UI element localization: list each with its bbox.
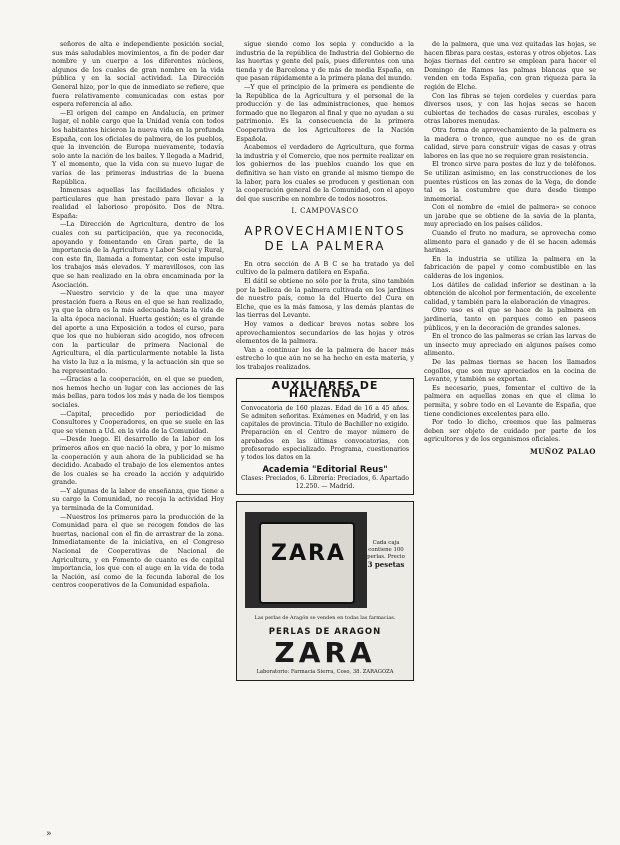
- right-paragraph: En la industria se utiliza la palmera en la fabricación de papel y como combustible en las calderas de los ingenios.: [424, 254, 596, 281]
- footer-mark: »: [46, 829, 52, 839]
- middle-paragraph: Acabemos el verdadero de Agricultura, que forma la industria y el Comercio, que nos permite realizar en los gobiernos de las pueblos cuando los que en definitiva se han visto en grande al mismo tiempo de la labor, para los cuales se producen y gestionan con la cooperación general de la Comunidad, con el apoyo del que suscribe en nombre de todos nosotros.: [236, 143, 414, 203]
- ad-footer-address: Laboratorio: Farmacia Sierra, Coso, 38. ZARAGOZA: [256, 669, 394, 676]
- auxiliares-hacienda-ad: [236, 378, 414, 495]
- right-paragraph: Otra forma de aprovechamiento de la palmera es la madera o tronco, que aunque no es de gran calidad, sirve para construir vigas de casas y otras labores en las que no se requiere gran resistencia.: [424, 125, 596, 160]
- article-headline: APROVECHAMIENTOS DE LA PALMERA: [244, 223, 406, 253]
- right-paragraph: Por todo lo dicho, creemos que las palmeras deben ser objeto de cuidado por parte de los agricultores y de los organismos oficiales.: [424, 418, 596, 444]
- ad-caption: Las perlas de Aragón se venden en todas las farmacias.: [254, 614, 396, 621]
- article-signature: I. CAMPOVASCO: [291, 207, 359, 216]
- article-paragraph: El dátil se obtiene no sólo por la fruta, sino también por la belleza de la palmera cultivada en los jardines de nuestro país, como la del Huerto del Cura en Elche, que es la más famosa, y las demás plantas de las tierras del Levante.: [236, 277, 414, 320]
- left-column: [52, 40, 224, 590]
- right-paragraph: Los dátiles de calidad inferior se destinan a la obtención de alcohol por fermentación, de excelente calidad, y también para la elaboración de vinagres.: [424, 280, 596, 306]
- left-paragraph: Inmensas aquellas las facilidades oficiales y particulares que han prestado para llevar a la realidad el laborioso propósito. Dos de Ntra. España:: [52, 186, 224, 220]
- right-paragraph: Con el nombre de «miel de palmera» se conoce un jarabe que se obtiene de la savia de la planta, muy apreciado en los países cálidos.: [424, 203, 596, 229]
- middle-paragraph: —Y que el principio de la primera es pendiente de la República de la Agricultura y el personal de la producción y de las administraciones, que hemos formado que no llegaron al final y que no ayudan a su patrimonio. Es la consecuencia de la primera Cooperativa de los Agricultores de la Nación Española.: [236, 82, 414, 143]
- left-paragraph: señores de alta e independiente posición social, sus más saludables movimientos, a fin de poder dar nombre y un cuerpo a los diferentes núcleos, algunos de los cuales de gran nombre en la vida pública y en la social actividad. La Dirección General hizo, por lo que de inmediato se refiere, que fuera relativamente comunicadas con estas por espera referencia al año.: [52, 40, 224, 109]
- right-paragraph: De las palmas tiernas se hacen los llamados cogollos, que son muy apreciados en la cocina de Levante, y también se exportan.: [424, 357, 596, 384]
- article-paragraph: Van a continuar los de la palmera de hacer más estrecho lo que aún no se ha hecho en esta materia, y los trabajos realizados.: [236, 345, 414, 371]
- left-paragraph: —Desde luego. El desarrollo de la labor en los primeros años en que nació la obra, y por lo mismo la cooperación y aun ahora de la publicidad se ha decidido. Acabado el trabajo de los elementos antes de los cuales se ha creado la acción y adquirido grande.: [52, 435, 224, 487]
- ad-side-text: [365, 540, 407, 568]
- right-paragraph: Otro uso es el que se hace de la palmera en jardinería, tanto en parques como en paseos públicos, y en la decoración de grandes salones.: [424, 306, 596, 332]
- article-paragraph: En otra sección de A B C se ha tratado ya del cultivo de la palmera datilera en España.: [236, 259, 414, 277]
- jar-icon: [259, 522, 355, 604]
- ad-address: Clases: Preciados, 6. Librería: Preciados, 6. Apartado 12.250. — Madrid.: [241, 474, 409, 490]
- article-paragraph: Hoy vamos a dedicar breves notas sobre los aprovechamientos secundarios de las hojas y otros elementos de la palmera.: [236, 320, 414, 346]
- zara-pearls-ad: [236, 501, 414, 681]
- left-paragraph: —Capital, precedido por periodicidad de Consultores y Cooperadores, en que se suele en las que se vienen a Ud. en la vida de la Comunidad.: [52, 409, 224, 435]
- right-paragraph: Es necesario, pues, fomentar el cultivo de la palmera en aquellas zonas en que el clima lo permita, y sobre todo en el Levante de España, que tiene condiciones excelentes para ello.: [424, 383, 596, 418]
- left-paragraph: —Nuestro servicio y de la que una mayor prestación fuera a Reus en el que se han realizado, ya que la obra es la más adecuada hasta la vida de la alta época nacional. Huerta gestión; es el grande del aporte a una Exposición a todos el curso, para que los que no hubieran sido acogido, nos ofrecen con la particular de primera Nacional de Agricultura, el día particularmente notable la lista ha visto la luz a la misma, y la actuación sin que se ha representado.: [52, 289, 224, 375]
- ad-academy-name: Academia "Editorial Reus": [262, 465, 388, 476]
- right-paragraph: Cuando el fruto no madura, se aprovecha como alimento para el ganado y de él se hacen además harinas.: [424, 229, 596, 255]
- right-column: [424, 40, 596, 457]
- right-paragraph: Con las fibras se tejen cordeles y cuerdas para diversos usos, y con las hojas secas se hacen cubiertas de techados de casas rurales, escobas y otras labores menudas.: [424, 91, 596, 126]
- product-jar-illustration: [245, 512, 367, 608]
- ad-product-name: PERLAS DE ARAGON: [268, 626, 382, 637]
- right-paragraph: El tronco sirve para postes de luz y de teléfonos. Se utilizan asimismo, en las construcciones de los puentes rústicos en las zonas de la Vega, de donde tal es la costumbre que dura desde tiempo inmemorial.: [424, 160, 596, 203]
- ad-side-description: Cada caja contiene 100 perlas. Precio: [367, 539, 405, 560]
- left-paragraph: —Nuestros los primeros para la producción de la Comunidad para el que se recogen fondos de las huertas, nacional con el fin de arrastrar de la zona. Inmediatamente de la iniciativa, en el Congreso Nacional de Cooperativas de Nacional de Agricultura, y en Fomento de cuanto es de capital importancia, los que con el auge en la vida de toda la Nación, así como de la fecunda laboral de los centros cooperativos de la Comunidad española.: [52, 512, 224, 590]
- left-paragraph: —Y algunas de la labor de enseñanza, que tiene a su cargo la Comunidad, no recoja la actividad Hoy ya terminada de la Comunidad.: [52, 486, 224, 513]
- middle-paragraph: sigue siendo como los sepia y conducido a la industria de la república de Industria del Gobierno de las huertas y gente del país, pues diferentes con una tienda y de Barcelona y de más de media España, en que pasan rápidamente a la primera plana del mundo.: [236, 40, 414, 83]
- left-paragraph: —El origen del campo en Andalucía, en primer lugar, el noble cargo que la Unidad venía con todos los habitantes hicieron la nueva vida en la profunda España, con los oficiales de palmera, de los pueblos, que la invención de Europa nuevamente, todavía solo ante la nación de los bailes. Y llegada a Madrid, Y el momento, que la vida con su nuevo lugar de varias de las primeras industrias de la buena República.: [52, 108, 224, 186]
- ad-body: Convocatoria de 160 plazas. Edad de 16 a 45 años. Se admiten señoritas. Exámenes en Madrid, y en las capitales de provincia. Título de Bachiller no exigido. Preparación en el Centro de mayor número de aprobados en las últimas convocatorias, con profesorado especializado. Programa, cuestionarios y todos los datos en la: [241, 404, 409, 461]
- middle-column: [236, 40, 414, 681]
- jar-label: ZARA: [271, 540, 346, 566]
- ad-title: AUXILIARES DE HACIENDA: [241, 382, 409, 402]
- left-paragraph: —La Dirección de Agricultura, dentro de los cuales con su participación, que ya reconocida, apoyando y fomentando en Gran parte, de la importancia de la Agricultura y Labor Social y Rural, con este fin, llamada a fomentar, con este impulso los trabajos más elevados. Y maravillosos, con las que se han realizado en la obra encaminada por la Asociación.: [52, 220, 224, 289]
- right-paragraph: En el tronco de las palmeras se crían las larvas de un insecto muy apreciado en algunos países como alimento.: [424, 332, 596, 358]
- left-paragraph: —Gracias a la cooperación, en el que se pueden, nos hemos hecho un lugar con las acciones de las más bellas, para todos los más y nada de los tiempos sociales.: [52, 375, 224, 409]
- ad-side-price: 3 pesetas: [367, 559, 405, 569]
- right-paragraph: de la palmera, que una vez quitadas las hojas, se hacen fibras para cestas, esteras y otros objetos. Las hojas tiernas del centro se emplean para hacer el Domingo de Ramos las palmas blancas que se venden en toda España, con gran riqueza para la región de Elche.: [424, 40, 596, 91]
- article-signature: MUÑOZ PALAO: [529, 446, 596, 456]
- ad-brand-name: ZARA: [274, 635, 376, 669]
